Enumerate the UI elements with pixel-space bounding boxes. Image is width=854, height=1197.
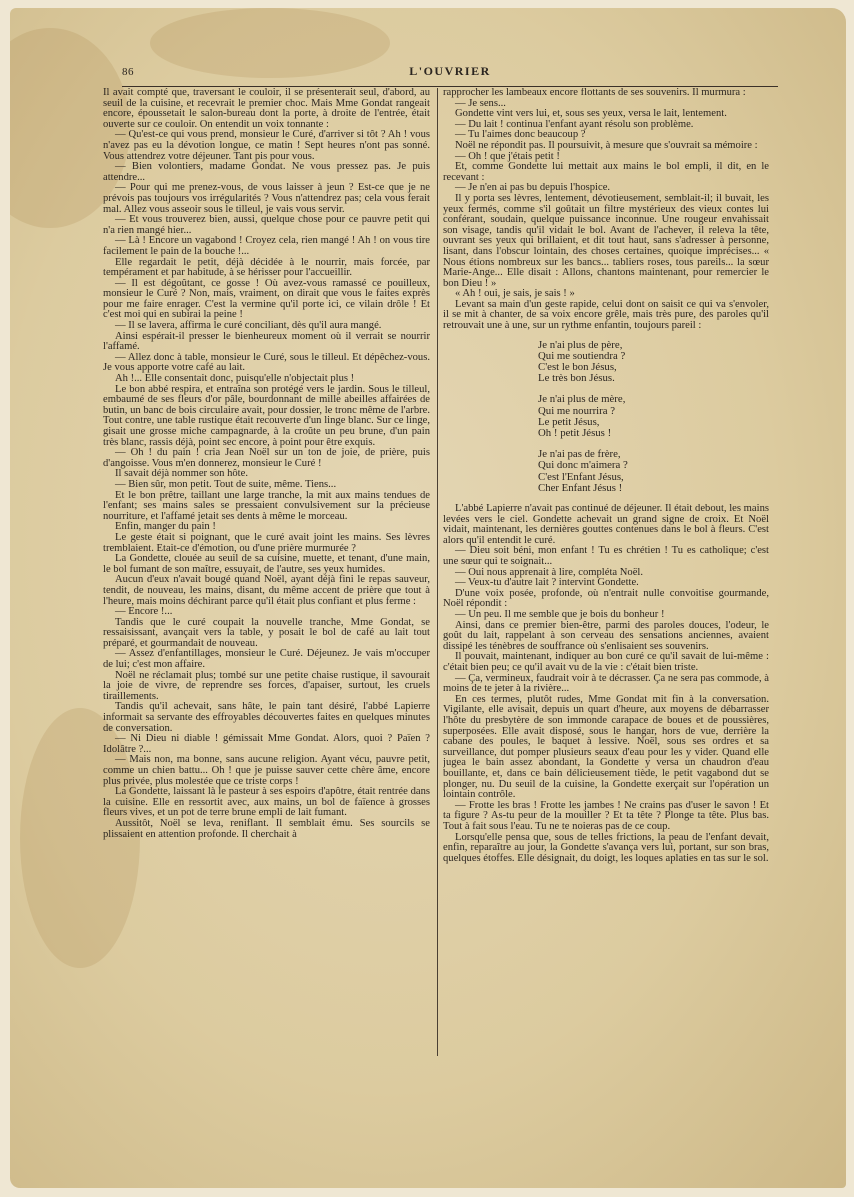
paragraph: Ainsi espérait-il presser le bienheureux moment où il verrait se nourrir l'affamé. (103, 330, 430, 353)
paragraph: — Je n'en ai pas bu depuis l'hospice. (455, 182, 611, 194)
paragraph: — Frotte les bras ! Frotte les jambes ! Ne crains pas d'user le savon ! Et ta figure ? As-tu peur de la mouiller ? Et ta tête ? Plonge ta tête. Plus bas. Tout à fait sous l'eau. Tu ne te noieras pas de ce coup. (443, 799, 769, 832)
paragraph: L'abbé Lapierre n'avait pas continué de déjeuner. Il était debout, les mains levées vers le ciel. Gondette achevait un grand signe de croix. Et Noël vidait, maintenant, les dernières gouttes contenues dans le bol à fleurs. C'est alors qu'il entendit le curé. (443, 503, 769, 546)
verse-line: C'est l'Enfant Jésus, (538, 470, 624, 483)
paragraph: — Tu l'aimes donc beaucoup ? (455, 129, 586, 141)
paragraph: — Oui nous apprenait à lire, compléta Noël. (455, 566, 643, 578)
paragraph: Il pouvait, maintenant, indiquer au bon curé ce qu'il savait de lui-même : c'était bien peu; ce qu'il avait vu de la vie : c'était bien triste. (443, 651, 769, 673)
paragraph: Levant sa main d'un geste rapide, celui dont on saisit ce qui va s'envoler, il se mit à chanter, de sa voix encore grêle, mais très pure, des paroles qu'il retrouvait une à une, sur un rythme enfantin, toujours pareil : (443, 298, 769, 332)
paragraph: — Bien volontiers, madame Gondat. Ne vous pressez pas. Je puis attendre... (103, 161, 430, 183)
paragraph: — Un peu. Il me semble que je bois du bonheur ! (455, 609, 665, 621)
paragraph: En ces termes, plutôt rudes, Mme Gondat mit fin à la conversation. Vigilante, elle avisait, depuis un quart d'heure, aux moyens de débarrasser l'hôte du presbytère de son immonde carapace de boues et de poussières, superposées. Elle avait disposé, sous le hangar, hors de vue, derrière la cabane des poules, le baquet à lessive. Noël, sous ses ordres et sa surveillance, dut pomper plusieurs seaux d'eau pour les y vider. Quand elle jugea le bain assez abondant, la Gondette y versa un chaudron d'eau bouillante, et, dans ce bain délicieusement tiède, le petit vagabond dut se plonger, nu. Du seuil de la cuisine, la Gondette exerçait sur l'opération un lointain contrôle. (443, 693, 769, 801)
paragraph: Le geste était si poignant, que le curé avait joint les mains. Ses lèvres tremblaient. Etait-ce d'émotion, ou d'une prière murmurée ? (103, 531, 430, 554)
paragraph: La Gondette, clouée au seuil de sa cuisine, muette, et tenant, d'une main, le bol fumant de son maître, essuyait, de l'autre, ses yeux humides. (103, 553, 430, 575)
paragraph: Noël ne réclamait plus; tombé sur une petite chaise rustique, il savourait la joie de vivre, de reprendre ses forces, d'apaiser, surtout, les cruels tiraillements. (103, 669, 430, 702)
verse-line: Le petit Jésus, (538, 415, 600, 428)
verse-line: Qui me nourrira ? (538, 404, 616, 417)
paragraph: Il y porta ses lèvres, lentement, dévotieusement, semblait-il; il buvait, les yeux fermés, comme s'il goûtait un filtre mystérieux des vieux contes lui conférant, soudain, quelque puissance inconnue. Une rougeur envahissait son visage, tandis qu'il vidait le bol. Avant de l'achever, il releva la tête, ouvrant ses yeux qui brillaient, et dit tout haut, sans s'adresser à personne, lisant, dans l'obscur lointain, des choses certaines, quoique imprécises... « Nous étions nombreux sur les bancs... tabliers roses, tous pareils... la sœur Marie-Ange... Elle disait : Allons, chantons maintenant, pour remercier le bon Dieu ! » (443, 192, 769, 289)
paragraph: Il avait compté que, traversant le couloir, il se présenterait seul, d'abord, au seuil de la cuisine, et recevrait le premier choc. Mais Mme Gondat rangeait encore, époussetait le salon-bureau dont la porte, à droite de l'entrée, était ouverte sur ce couloir. On entendit un voix tonnante : (103, 88, 430, 130)
paragraph: La Gondette, laissant là le pasteur à ses espoirs d'apôtre, était rentrée dans la cuisine. Elle en ressortit avec, aux mains, un bol de faïence à grosses fleurs vives, et un pot de terre brune empli de lait fumant. (103, 786, 430, 819)
paragraph: — Pour qui me prenez-vous, de vous laisser à jeun ? Est-ce que je ne prévois pas toujours vos irrégularités ? Vous n'attendrez pas; cela vous ferait mal. Allez vous asseoir sous le tilleul, je vais vous servir. (103, 182, 430, 215)
paragraph: — Assez d'enfantillages, monsieur le Curé. Déjeunez. Je vais m'occuper de lui; c'est mon affaire. (103, 648, 430, 671)
page-number: 86 (122, 66, 134, 78)
paragraph: — Oh ! que j'étais petit ! (455, 150, 560, 162)
verse-line: Oh ! petit Jésus ! (538, 427, 612, 440)
paragraph: — Allez donc à table, monsieur le Curé, sous le tilleul. Et dépêchez-vous. Je vous apporte votre café au lait. (103, 351, 430, 374)
paragraph: — Il est dégoûtant, ce gosse ! Où avez-vous ramassé ce pouilleux, monsieur le Curé ? Non, mais, vraiment, on dirait que vous le faites exprès pour me faire enrager. C'est la vermine qu'il porte ici, ce vilain drôle ! Et c'est moi qui en subirai la peine ! (103, 277, 430, 321)
song-verses (538, 340, 769, 494)
paragraph: Enfin, manger du pain ! (115, 521, 216, 533)
paragraph: Le bon abbé respira, et entraîna son protégé vers le jardin. Sous le tilleul, embaumé de ses fleurs d'or pâle, bourdonnant de mille abeilles affairées de butin, un banc de bois circulaire avait, pour dossier, le tronc même de l'arbre. Tout contre, une table rustique était recouverte d'un linge blanc. Sur ce linge, gisait une grosse miche campagnarde, à la croûte un peu brune, d'un pain très blanc, rassis déjà, point sec encore, à point pour être exquis. (103, 383, 430, 448)
paragraph: — Du lait ! continua l'enfant ayant résolu son problème. (455, 118, 694, 130)
verse-line: Qui donc m'aimera ? (538, 459, 628, 472)
paragraph: Ah !... Elle consentait donc, puisqu'elle n'objectait plus ! (115, 373, 355, 385)
paragraph: Et, comme Gondette lui mettait aux mains le bol empli, il dit, en le recevant : (443, 161, 769, 183)
paragraph: Ainsi, dans ce premier bien-être, parmi des paroles douces, l'odeur, le goût du lait, rappelant à son cerveau des sensations anciennes, avaient dissipé les ténèbres de souffrance où s'enlisaient ses souvenirs. (443, 619, 769, 652)
paragraph: — Là ! Encore un vagabond ! Croyez cela, rien mangé ! Ah ! on vous tire facilement le pain de la bouche !... (103, 235, 430, 257)
paragraph: — Je sens... (455, 97, 506, 109)
paragraph: Tandis que le curé coupait la nouvelle tranche, Mme Gondat, se ressaisissant, avançait vers la table, y posait le bol de café au lait tout préparé, et gourmandait de nouveau. (103, 616, 430, 649)
paragraph: — Encore !... (115, 606, 173, 618)
verse-line: Le très bon Jésus. (538, 372, 615, 385)
stanza (538, 449, 769, 494)
page-header (122, 60, 778, 87)
paragraph: « Ah ! oui, je sais, je sais ! » (455, 288, 575, 300)
journal-title: L'OUVRIER (409, 64, 491, 78)
paragraph: — Il se lavera, affirma le curé conciliant, dès qu'il aura mangé. (115, 320, 382, 332)
verse-line: Cher Enfant Jésus ! (538, 481, 623, 494)
paragraph: Et le bon prêtre, taillant une large tranche, la mit aux mains tendues de l'enfant; ses mains sales se pressaient convulsivement sur la précieuse nourriture, et l'affamé jetait ses dents à même le morceau. (103, 489, 430, 522)
paragraph: Elle regardait le petit, déjà décidée à le nourrir, mais forcée, par tempérament et par habitude, à se hérisser pour l'accueillir. (103, 256, 430, 279)
verse-line: Je n'ai plus de mère, (538, 393, 626, 406)
paragraph: Aussitôt, Noël se leva, reniflant. Il semblait ému. Ses sourcils se plissaient en attention profonde. Il cherchait à (103, 817, 430, 840)
stanza (538, 340, 769, 385)
paragraph: — Ni Dieu ni diable ! gémissait Mme Gondat. Alors, quoi ? Païen ? Idolâtre ?... (103, 733, 430, 755)
paragraph: — Veux-tu d'autre lait ? intervint Gondette. (455, 577, 639, 589)
paragraph: — Bien sûr, mon petit. Tout de suite, même. Tiens... (115, 478, 337, 490)
paragraph: rapprocher les lambeaux encore flottants de ses souvenirs. Il murmura : (443, 88, 746, 98)
paragraph: Aucun d'eux n'avait bougé quand Noël, ayant déjà fini le repas sauveur, tendit, de nouveau, les mains, disant, du même accent de prière que tout à l'heure, mais moins déchirant parce qu'il était plus confiant et plus ferme : (103, 574, 430, 607)
paragraph: — Ça, vermineux, faudrait voir à te décrasser. Ça ne sera pas commode, à moins de te jeter à la rivière... (443, 672, 769, 695)
paragraph: — Dieu soit béni, mon enfant ! Tu es chrétien ! Tu es catholique; c'est une sœur qui te soignait... (443, 545, 769, 568)
paragraph: — Mais non, ma bonne, sans aucune religion. Ayant vécu, pauvre petit, comme un chien battu... Oh ! que je puisse sauver cette chère âme, encore plus privée, plus molestée que ce triste corps ! (103, 754, 430, 787)
verse-line: Je n'ai pas de frère, (538, 448, 621, 461)
paragraph: Tandis qu'il achevait, sans hâte, le pain tant désiré, l'abbé Lapierre informait sa servante des effroyables découvertes faites en quelques minutes de conversation. (103, 701, 430, 734)
paragraph: Lorsqu'elle pensa que, sous de telles frictions, la peau de l'enfant devait, enfin, reparaître au jour, la Gondette s'avança vers lui, portant, sur son bras, quelques étoffes. Elle désignait, du doigt, les loques aplaties en tas sur le sol. (443, 831, 769, 864)
verse-line: C'est le bon Jésus, (538, 361, 617, 374)
verse-line: Qui me soutiendra ? (538, 349, 626, 362)
paragraph: Gondette vint vers lui, et, sous ses yeux, versa le lait, lentement. (455, 108, 727, 120)
column-divider (437, 88, 438, 1056)
paragraph: D'une voix posée, profonde, où n'entrait nulle convoitise gourmande, Noël répondit : (443, 587, 769, 610)
text-column-right (443, 88, 769, 1068)
text-column-left (103, 88, 430, 1068)
verse-line: Je n'ai plus de père, (538, 338, 623, 351)
paragraph: — Qu'est-ce qui vous prend, monsieur le Curé, d'arriver si tôt ? Ah ! vous n'avez pas eu la dévotion longue, ce matin ! Sept heures n'ont pas sonné. Vous attendrez votre déjeuner. Tant pis pour vous. (103, 129, 430, 162)
stanza (538, 394, 769, 439)
paragraph: — Oh ! du pain ! cria Jean Noël sur un ton de joie, de prière, puis d'angoisse. Vous m'en donnerez, monsieur le Curé ! (103, 447, 430, 469)
paragraph: Noël ne répondit pas. Il poursuivit, à mesure que s'ouvrait sa mémoire : (455, 139, 758, 151)
paragraph: — Et vous trouverez bien, aussi, quelque chose pour ce pauvre petit qui n'a rien mangé hier... (103, 214, 430, 236)
paragraph: Il savait déjà nommer son hôte. (115, 468, 248, 480)
